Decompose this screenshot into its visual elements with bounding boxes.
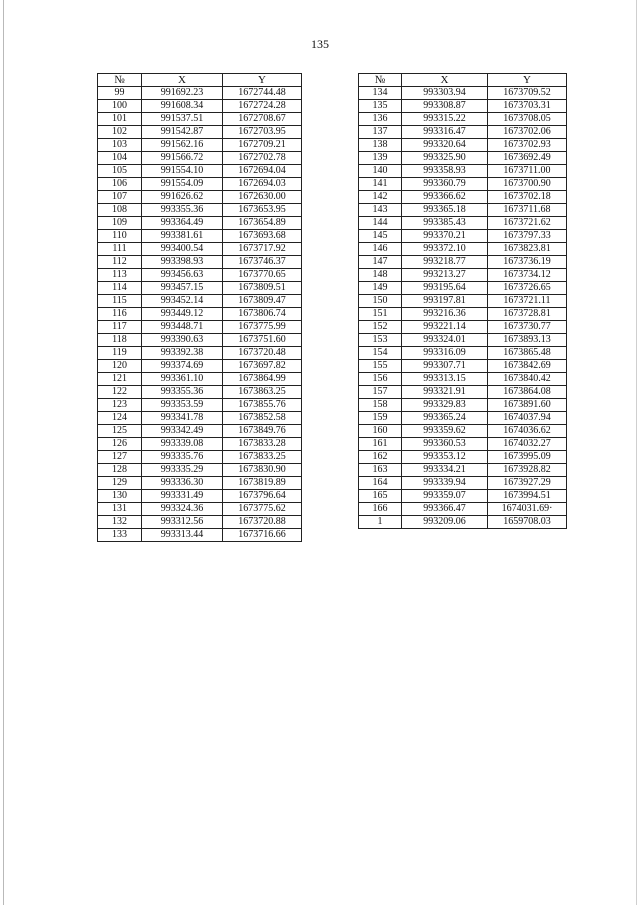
cell-number: 119 — [98, 347, 142, 360]
cell-number: 121 — [98, 373, 142, 386]
table-row — [359, 139, 567, 152]
cell-y: 1673721.11 — [488, 295, 567, 308]
table-row — [98, 165, 302, 178]
cell-number: 161 — [359, 438, 402, 451]
cell-y: 1674037.94 — [488, 412, 567, 425]
table-row — [359, 321, 567, 334]
cell-x: 993366.47 — [402, 503, 488, 516]
table-row — [359, 113, 567, 126]
column-header-number: № — [359, 74, 402, 87]
cell-x: 993313.15 — [402, 373, 488, 386]
cell-y: 1673823.81 — [488, 243, 567, 256]
cell-x: 993209.06 — [402, 516, 488, 529]
table-row — [98, 451, 302, 464]
cell-y: 1673720.48 — [223, 347, 302, 360]
cell-number: 101 — [98, 113, 142, 126]
cell-x: 991566.72 — [142, 152, 223, 165]
table-row — [98, 282, 302, 295]
cell-y: 1672702.78 — [223, 152, 302, 165]
cell-x: 993364.49 — [142, 217, 223, 230]
cell-x: 993339.08 — [142, 438, 223, 451]
cell-number: 153 — [359, 334, 402, 347]
table-row — [98, 347, 302, 360]
cell-x: 993197.81 — [402, 295, 488, 308]
cell-number: 102 — [98, 126, 142, 139]
cell-number: 113 — [98, 269, 142, 282]
page-edge-right — [636, 0, 637, 905]
cell-y: 1673721.62 — [488, 217, 567, 230]
cell-y: 1673697.82 — [223, 360, 302, 373]
table-row — [359, 386, 567, 399]
cell-number: 151 — [359, 308, 402, 321]
column-header-y: Y — [488, 74, 567, 87]
cell-y: 1672708.67 — [223, 113, 302, 126]
table-row — [98, 321, 302, 334]
cell-x: 993325.90 — [402, 152, 488, 165]
cell-x: 993313.44 — [142, 529, 223, 542]
cell-x: 993390.63 — [142, 334, 223, 347]
table-row — [98, 126, 302, 139]
cell-y: 1673819.89 — [223, 477, 302, 490]
cell-x: 991626.62 — [142, 191, 223, 204]
cell-number: 166 — [359, 503, 402, 516]
table-row — [359, 243, 567, 256]
cell-number: 117 — [98, 321, 142, 334]
cell-number: 105 — [98, 165, 142, 178]
cell-x: 993372.10 — [402, 243, 488, 256]
cell-y: 1673702.93 — [488, 139, 567, 152]
cell-number: 114 — [98, 282, 142, 295]
cell-y: 1673864.99 — [223, 373, 302, 386]
cell-x: 993321.91 — [402, 386, 488, 399]
cell-number: 140 — [359, 165, 402, 178]
cell-x: 993355.36 — [142, 204, 223, 217]
cell-y: 1673728.81 — [488, 308, 567, 321]
cell-number: 141 — [359, 178, 402, 191]
cell-number: 139 — [359, 152, 402, 165]
cell-y: 1673927.29 — [488, 477, 567, 490]
cell-x: 993342.49 — [142, 425, 223, 438]
table-row — [359, 464, 567, 477]
cell-x: 993312.56 — [142, 516, 223, 529]
cell-x: 993303.94 — [402, 87, 488, 100]
cell-y: 1673751.60 — [223, 334, 302, 347]
cell-number: 100 — [98, 100, 142, 113]
table-row — [98, 178, 302, 191]
cell-number: 128 — [98, 464, 142, 477]
cell-y: 1673994.51 — [488, 490, 567, 503]
table-row — [359, 438, 567, 451]
cell-y: 1672744.48 — [223, 87, 302, 100]
table-header-row — [98, 74, 302, 87]
cell-number: 148 — [359, 269, 402, 282]
table-row — [98, 373, 302, 386]
cell-number: 133 — [98, 529, 142, 542]
table-row — [98, 230, 302, 243]
table-row — [98, 490, 302, 503]
table-row — [98, 139, 302, 152]
cell-y: 1673730.77 — [488, 321, 567, 334]
cell-number: 156 — [359, 373, 402, 386]
table-row — [359, 282, 567, 295]
table-row — [98, 412, 302, 425]
column-header-number: № — [98, 74, 142, 87]
cell-y: 1673726.65 — [488, 282, 567, 295]
cell-number: 152 — [359, 321, 402, 334]
cell-y: 1673716.66 — [223, 529, 302, 542]
cell-y: 1673855.76 — [223, 399, 302, 412]
cell-number: 124 — [98, 412, 142, 425]
cell-y: 1659708.03 — [488, 516, 567, 529]
cell-number: 106 — [98, 178, 142, 191]
table-row — [359, 152, 567, 165]
cell-x: 993359.62 — [402, 425, 488, 438]
table-row — [98, 113, 302, 126]
cell-y: 1673711.68 — [488, 204, 567, 217]
table-row — [359, 191, 567, 204]
cell-y: 1672694.03 — [223, 178, 302, 191]
cell-number: 122 — [98, 386, 142, 399]
cell-number: 126 — [98, 438, 142, 451]
cell-x: 991692.23 — [142, 87, 223, 100]
table-row — [359, 178, 567, 191]
page-edge-left — [3, 0, 4, 905]
table-row — [98, 516, 302, 529]
cell-x: 993457.15 — [142, 282, 223, 295]
cell-x: 993398.93 — [142, 256, 223, 269]
cell-x: 993195.64 — [402, 282, 488, 295]
table-row — [98, 529, 302, 542]
cell-y: 1673864.08 — [488, 386, 567, 399]
cell-x: 993331.49 — [142, 490, 223, 503]
cell-y: 1673833.28 — [223, 438, 302, 451]
cell-y: 1673797.33 — [488, 230, 567, 243]
table-row — [359, 256, 567, 269]
cell-x: 991608.34 — [142, 100, 223, 113]
cell-y: 1672703.95 — [223, 126, 302, 139]
cell-x: 991537.51 — [142, 113, 223, 126]
cell-y: 1674036.62 — [488, 425, 567, 438]
cell-x: 993341.78 — [142, 412, 223, 425]
cell-x: 993216.36 — [402, 308, 488, 321]
table-row — [359, 503, 567, 516]
cell-y: 1673692.49 — [488, 152, 567, 165]
cell-number: 159 — [359, 412, 402, 425]
table-row — [98, 100, 302, 113]
cell-x: 993335.76 — [142, 451, 223, 464]
cell-number: 144 — [359, 217, 402, 230]
table-row — [98, 204, 302, 217]
cell-y: 1673891.60 — [488, 399, 567, 412]
cell-number: 131 — [98, 503, 142, 516]
cell-number: 163 — [359, 464, 402, 477]
table-row — [359, 308, 567, 321]
table-row — [98, 503, 302, 516]
cell-y: 1672694.04 — [223, 165, 302, 178]
table-row — [359, 412, 567, 425]
cell-x: 993213.27 — [402, 269, 488, 282]
cell-number: 149 — [359, 282, 402, 295]
column-header-x: X — [402, 74, 488, 87]
cell-number: 112 — [98, 256, 142, 269]
cell-number: 162 — [359, 451, 402, 464]
cell-x: 993307.71 — [402, 360, 488, 373]
cell-y: 1673840.42 — [488, 373, 567, 386]
cell-y: 1673720.88 — [223, 516, 302, 529]
cell-y: 1673702.18 — [488, 191, 567, 204]
cell-x: 993336.30 — [142, 477, 223, 490]
cell-number: 132 — [98, 516, 142, 529]
cell-number: 158 — [359, 399, 402, 412]
cell-y: 1673796.64 — [223, 490, 302, 503]
table-row — [98, 438, 302, 451]
cell-x: 993452.14 — [142, 295, 223, 308]
cell-number: 99 — [98, 87, 142, 100]
cell-x: 993374.69 — [142, 360, 223, 373]
cell-number: 164 — [359, 477, 402, 490]
cell-number: 154 — [359, 347, 402, 360]
cell-number: 150 — [359, 295, 402, 308]
table-row — [98, 87, 302, 100]
cell-number: 110 — [98, 230, 142, 243]
cell-y: 1673770.65 — [223, 269, 302, 282]
cell-y: 1673809.51 — [223, 282, 302, 295]
cell-x: 993449.12 — [142, 308, 223, 321]
cell-x: 993329.83 — [402, 399, 488, 412]
table-row — [98, 295, 302, 308]
cell-number: 115 — [98, 295, 142, 308]
cell-y: 1673711.00 — [488, 165, 567, 178]
table-row — [98, 464, 302, 477]
cell-number: 137 — [359, 126, 402, 139]
cell-x: 993365.24 — [402, 412, 488, 425]
cell-y: 1673852.58 — [223, 412, 302, 425]
cell-x: 993221.14 — [402, 321, 488, 334]
cell-x: 993448.71 — [142, 321, 223, 334]
cell-x: 993218.77 — [402, 256, 488, 269]
cell-y: 1673736.19 — [488, 256, 567, 269]
cell-y: 1673746.37 — [223, 256, 302, 269]
cell-y: 1673830.90 — [223, 464, 302, 477]
cell-x: 993355.36 — [142, 386, 223, 399]
cell-y: 1673703.31 — [488, 100, 567, 113]
cell-number: 1 — [359, 516, 402, 529]
table-row — [359, 100, 567, 113]
cell-y: 1673654.89 — [223, 217, 302, 230]
cell-number: 160 — [359, 425, 402, 438]
cell-number: 138 — [359, 139, 402, 152]
cell-number: 142 — [359, 191, 402, 204]
cell-y: 1673693.68 — [223, 230, 302, 243]
table-body-left — [98, 87, 302, 542]
cell-number: 116 — [98, 308, 142, 321]
coordinates-table-right — [358, 73, 567, 529]
table-row — [98, 477, 302, 490]
cell-y: 1673717.92 — [223, 243, 302, 256]
cell-y: 1673709.52 — [488, 87, 567, 100]
cell-x: 993316.09 — [402, 347, 488, 360]
cell-x: 993366.62 — [402, 191, 488, 204]
cell-x: 993315.22 — [402, 113, 488, 126]
cell-x: 991554.10 — [142, 165, 223, 178]
table-row — [359, 126, 567, 139]
cell-x: 991562.16 — [142, 139, 223, 152]
cell-x: 993400.54 — [142, 243, 223, 256]
cell-y: 1674032.27 — [488, 438, 567, 451]
table-row — [359, 490, 567, 503]
cell-x: 993339.94 — [402, 477, 488, 490]
table-row — [359, 347, 567, 360]
cell-x: 993381.61 — [142, 230, 223, 243]
table-row — [359, 399, 567, 412]
cell-y: 1673806.74 — [223, 308, 302, 321]
cell-x: 993370.21 — [402, 230, 488, 243]
cell-x: 993353.59 — [142, 399, 223, 412]
table-row — [359, 204, 567, 217]
cell-number: 127 — [98, 451, 142, 464]
cell-y: 1673849.76 — [223, 425, 302, 438]
table-row — [98, 308, 302, 321]
cell-y: 1673865.48 — [488, 347, 567, 360]
cell-number: 146 — [359, 243, 402, 256]
cell-number: 123 — [98, 399, 142, 412]
table-row — [359, 373, 567, 386]
cell-number: 111 — [98, 243, 142, 256]
cell-x: 993316.47 — [402, 126, 488, 139]
cell-y: 1673775.99 — [223, 321, 302, 334]
cell-x: 993392.38 — [142, 347, 223, 360]
table-row — [359, 451, 567, 464]
cell-number: 165 — [359, 490, 402, 503]
cell-number: 130 — [98, 490, 142, 503]
table-row — [359, 360, 567, 373]
column-header-y: Y — [223, 74, 302, 87]
cell-number: 103 — [98, 139, 142, 152]
cell-x: 993308.87 — [402, 100, 488, 113]
table-row — [359, 87, 567, 100]
cell-x: 993360.53 — [402, 438, 488, 451]
cell-y: 1673842.69 — [488, 360, 567, 373]
cell-x: 993320.64 — [402, 139, 488, 152]
cell-x: 993385.43 — [402, 217, 488, 230]
cell-x: 993359.07 — [402, 490, 488, 503]
cell-y: 1673700.90 — [488, 178, 567, 191]
cell-x: 991542.87 — [142, 126, 223, 139]
cell-y: 1672630.00 — [223, 191, 302, 204]
cell-number: 120 — [98, 360, 142, 373]
cell-number: 143 — [359, 204, 402, 217]
table-row — [98, 152, 302, 165]
cell-x: 993365.18 — [402, 204, 488, 217]
column-header-x: X — [142, 74, 223, 87]
cell-y: 1672724.28 — [223, 100, 302, 113]
table-row — [98, 217, 302, 230]
cell-y: 1673863.25 — [223, 386, 302, 399]
table-row — [359, 217, 567, 230]
cell-number: 145 — [359, 230, 402, 243]
cell-y: 1673734.12 — [488, 269, 567, 282]
cell-x: 993358.93 — [402, 165, 488, 178]
table-row — [98, 243, 302, 256]
cell-number: 147 — [359, 256, 402, 269]
table-row — [359, 269, 567, 282]
cell-y: 1673708.05 — [488, 113, 567, 126]
cell-y: 1673833.25 — [223, 451, 302, 464]
table-row — [98, 399, 302, 412]
cell-number: 134 — [359, 87, 402, 100]
table-row — [359, 477, 567, 490]
cell-x: 993353.12 — [402, 451, 488, 464]
cell-x: 991554.09 — [142, 178, 223, 191]
table-row — [98, 425, 302, 438]
table-row — [98, 191, 302, 204]
table-body-right — [359, 87, 567, 529]
table-row — [359, 425, 567, 438]
cell-x: 993324.36 — [142, 503, 223, 516]
cell-y: 1673995.09 — [488, 451, 567, 464]
table-row — [98, 256, 302, 269]
cell-number: 125 — [98, 425, 142, 438]
cell-number: 107 — [98, 191, 142, 204]
cell-x: 993334.21 — [402, 464, 488, 477]
table-row — [359, 230, 567, 243]
cell-x: 993361.10 — [142, 373, 223, 386]
table-row — [359, 334, 567, 347]
cell-y: 1673809.47 — [223, 295, 302, 308]
cell-number: 129 — [98, 477, 142, 490]
cell-y: 1673653.95 — [223, 204, 302, 217]
cell-y: 1673893.13 — [488, 334, 567, 347]
cell-y: 1673775.62 — [223, 503, 302, 516]
cell-x: 993360.79 — [402, 178, 488, 191]
cell-y: 1673702.06 — [488, 126, 567, 139]
cell-number: 118 — [98, 334, 142, 347]
cell-x: 993335.29 — [142, 464, 223, 477]
table-row — [359, 295, 567, 308]
cell-x: 993324.01 — [402, 334, 488, 347]
cell-number: 157 — [359, 386, 402, 399]
cell-number: 135 — [359, 100, 402, 113]
cell-x: 993456.63 — [142, 269, 223, 282]
cell-y: 1673928.82 — [488, 464, 567, 477]
cell-y: 1672709.21 — [223, 139, 302, 152]
cell-number: 108 — [98, 204, 142, 217]
cell-y: 1674031.69· — [488, 503, 567, 516]
table-row — [98, 386, 302, 399]
cell-number: 104 — [98, 152, 142, 165]
cell-number: 136 — [359, 113, 402, 126]
table-row — [98, 360, 302, 373]
coordinates-table-left — [97, 73, 302, 542]
cell-number: 109 — [98, 217, 142, 230]
table-row — [98, 269, 302, 282]
table-row — [359, 516, 567, 529]
cell-number: 155 — [359, 360, 402, 373]
page-number: 135 — [311, 37, 329, 51]
table-row — [98, 334, 302, 347]
table-row — [359, 165, 567, 178]
table-header-row — [359, 74, 567, 87]
